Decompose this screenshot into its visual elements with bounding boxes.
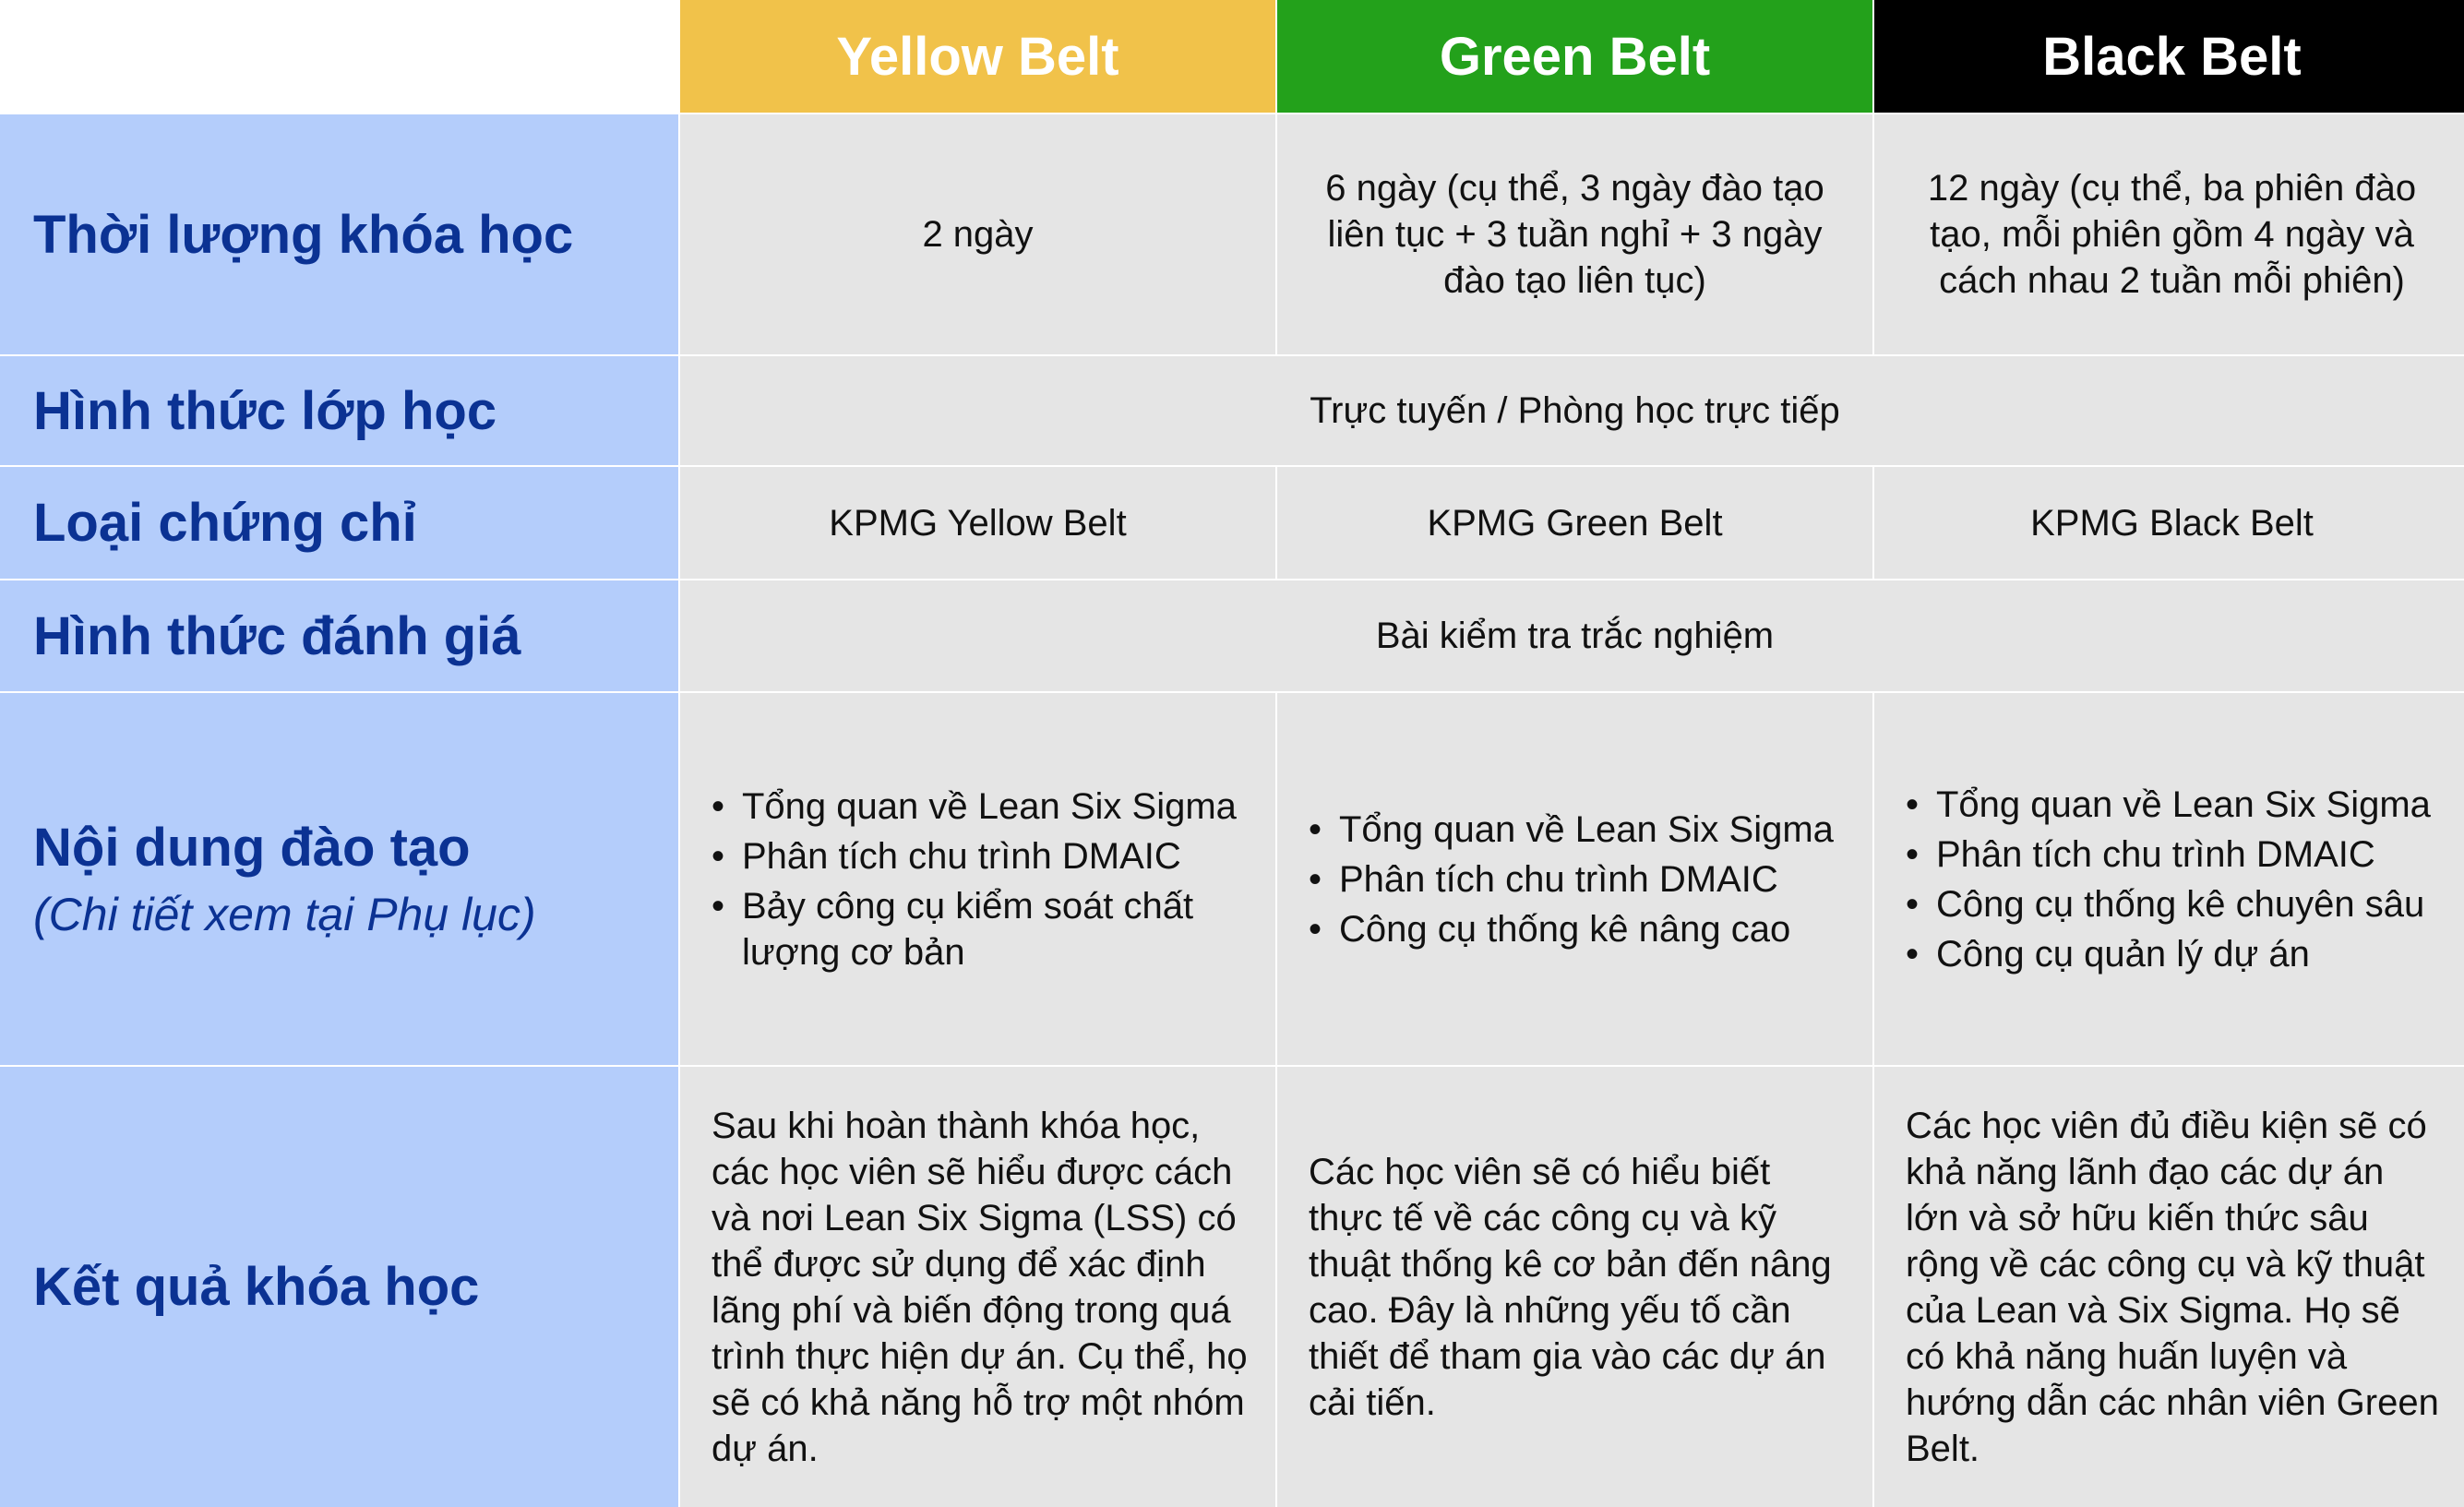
list-item: • Tổng quan về Lean Six Sigma bbox=[712, 783, 1248, 830]
list-item: • Tổng quan về Lean Six Sigma bbox=[1309, 807, 1834, 853]
list-item: • Bảy công cụ kiểm soát chất lượng cơ bản bbox=[712, 883, 1248, 975]
list-item: • Công cụ quản lý dự án bbox=[1906, 931, 2431, 977]
content-yellow bbox=[680, 693, 1275, 1065]
certificate-black: KPMG Black Belt bbox=[1874, 467, 2464, 579]
duration-yellow: 2 ngày bbox=[680, 114, 1275, 354]
format-value: Trực tuyến / Phòng học trực tiếp bbox=[680, 356, 2464, 465]
content-green bbox=[1277, 693, 1872, 1065]
bullet-list bbox=[1309, 803, 1834, 956]
label-subtext: (Chi tiết xem tại Phụ lục) bbox=[33, 889, 536, 940]
outcome-text: Các học viên sẽ có hiểu biết thực tế về các công cụ và kỹ thuật thống kê cơ bản đến nâng cao. Đây là những yếu tố cần thiết để tham gia vào các dự án cải tiến. bbox=[1309, 1151, 1832, 1423]
row-label-assessment bbox=[0, 580, 678, 691]
label-text: Kết quả khóa học bbox=[33, 1257, 480, 1317]
list-item: • Công cụ thống kê nâng cao bbox=[1309, 906, 1834, 952]
label-text: Hình thức lớp học bbox=[33, 380, 497, 441]
list-item: • Phân tích chu trình DMAIC bbox=[1906, 831, 2431, 878]
content-black bbox=[1874, 693, 2464, 1065]
label-text: Thời lượng khóa học bbox=[33, 204, 574, 265]
list-item: • Công cụ thống kê chuyên sâu bbox=[1906, 881, 2431, 927]
assessment-value: Bài kiểm tra trắc nghiệm bbox=[680, 580, 2464, 691]
certificate-green: KPMG Green Belt bbox=[1277, 467, 1872, 579]
row-label-content bbox=[0, 693, 678, 1065]
bullet-list bbox=[712, 780, 1248, 979]
corner-blank bbox=[0, 0, 678, 113]
duration-black: 12 ngày (cụ thể, ba phiên đào tạo, mỗi phiên gồm 4 ngày và cách nhau 2 tuần mỗi phiên) bbox=[1874, 114, 2464, 354]
list-item: • Phân tích chu trình DMAIC bbox=[712, 833, 1248, 879]
bullet-list bbox=[1906, 778, 2431, 981]
duration-green: 6 ngày (cụ thể, 3 ngày đào tạo liên tục + 3 tuần nghỉ + 3 ngày đào tạo liên tục) bbox=[1277, 114, 1872, 354]
outcome-yellow bbox=[680, 1067, 1275, 1507]
header-yellow-belt: Yellow Belt bbox=[680, 0, 1275, 113]
outcome-text: Sau khi hoàn thành khóa học, các học viên sẽ hiểu được cách và nơi Lean Six Sigma (LSS) có thể được sử dụng để xác định lãng phí và biến động trong quá trình thực hiện dự án. Cụ thể, họ sẽ có khả năng hỗ trợ một nhóm dự án. bbox=[712, 1105, 1248, 1469]
row-label-format bbox=[0, 356, 678, 465]
outcome-green bbox=[1277, 1067, 1872, 1507]
row-label-certificate bbox=[0, 467, 678, 579]
label-text: Loại chứng chỉ bbox=[33, 493, 417, 553]
list-item: • Phân tích chu trình DMAIC bbox=[1309, 856, 1834, 903]
header-green-belt: Green Belt bbox=[1277, 0, 1872, 113]
certificate-yellow: KPMG Yellow Belt bbox=[680, 467, 1275, 579]
header-black-belt: Black Belt bbox=[1874, 0, 2464, 113]
row-label-duration bbox=[0, 114, 678, 354]
list-item: • Tổng quan về Lean Six Sigma bbox=[1906, 782, 2431, 828]
outcome-text: Các học viên đủ điều kiện sẽ có khả năng lãnh đạo các dự án lớn và sở hữu kiến thức sâu rộng về các công cụ và kỹ thuật của Lean và Six Sigma. Họ sẽ có khả năng huấn luyện và hướng dẫn các nhân viên Green Belt. bbox=[1906, 1105, 2439, 1469]
outcome-black bbox=[1874, 1067, 2464, 1507]
row-label-outcome bbox=[0, 1067, 678, 1507]
label-text: Hình thức đánh giá bbox=[33, 605, 521, 666]
label-text: Nội dung đào tạo bbox=[33, 818, 471, 878]
